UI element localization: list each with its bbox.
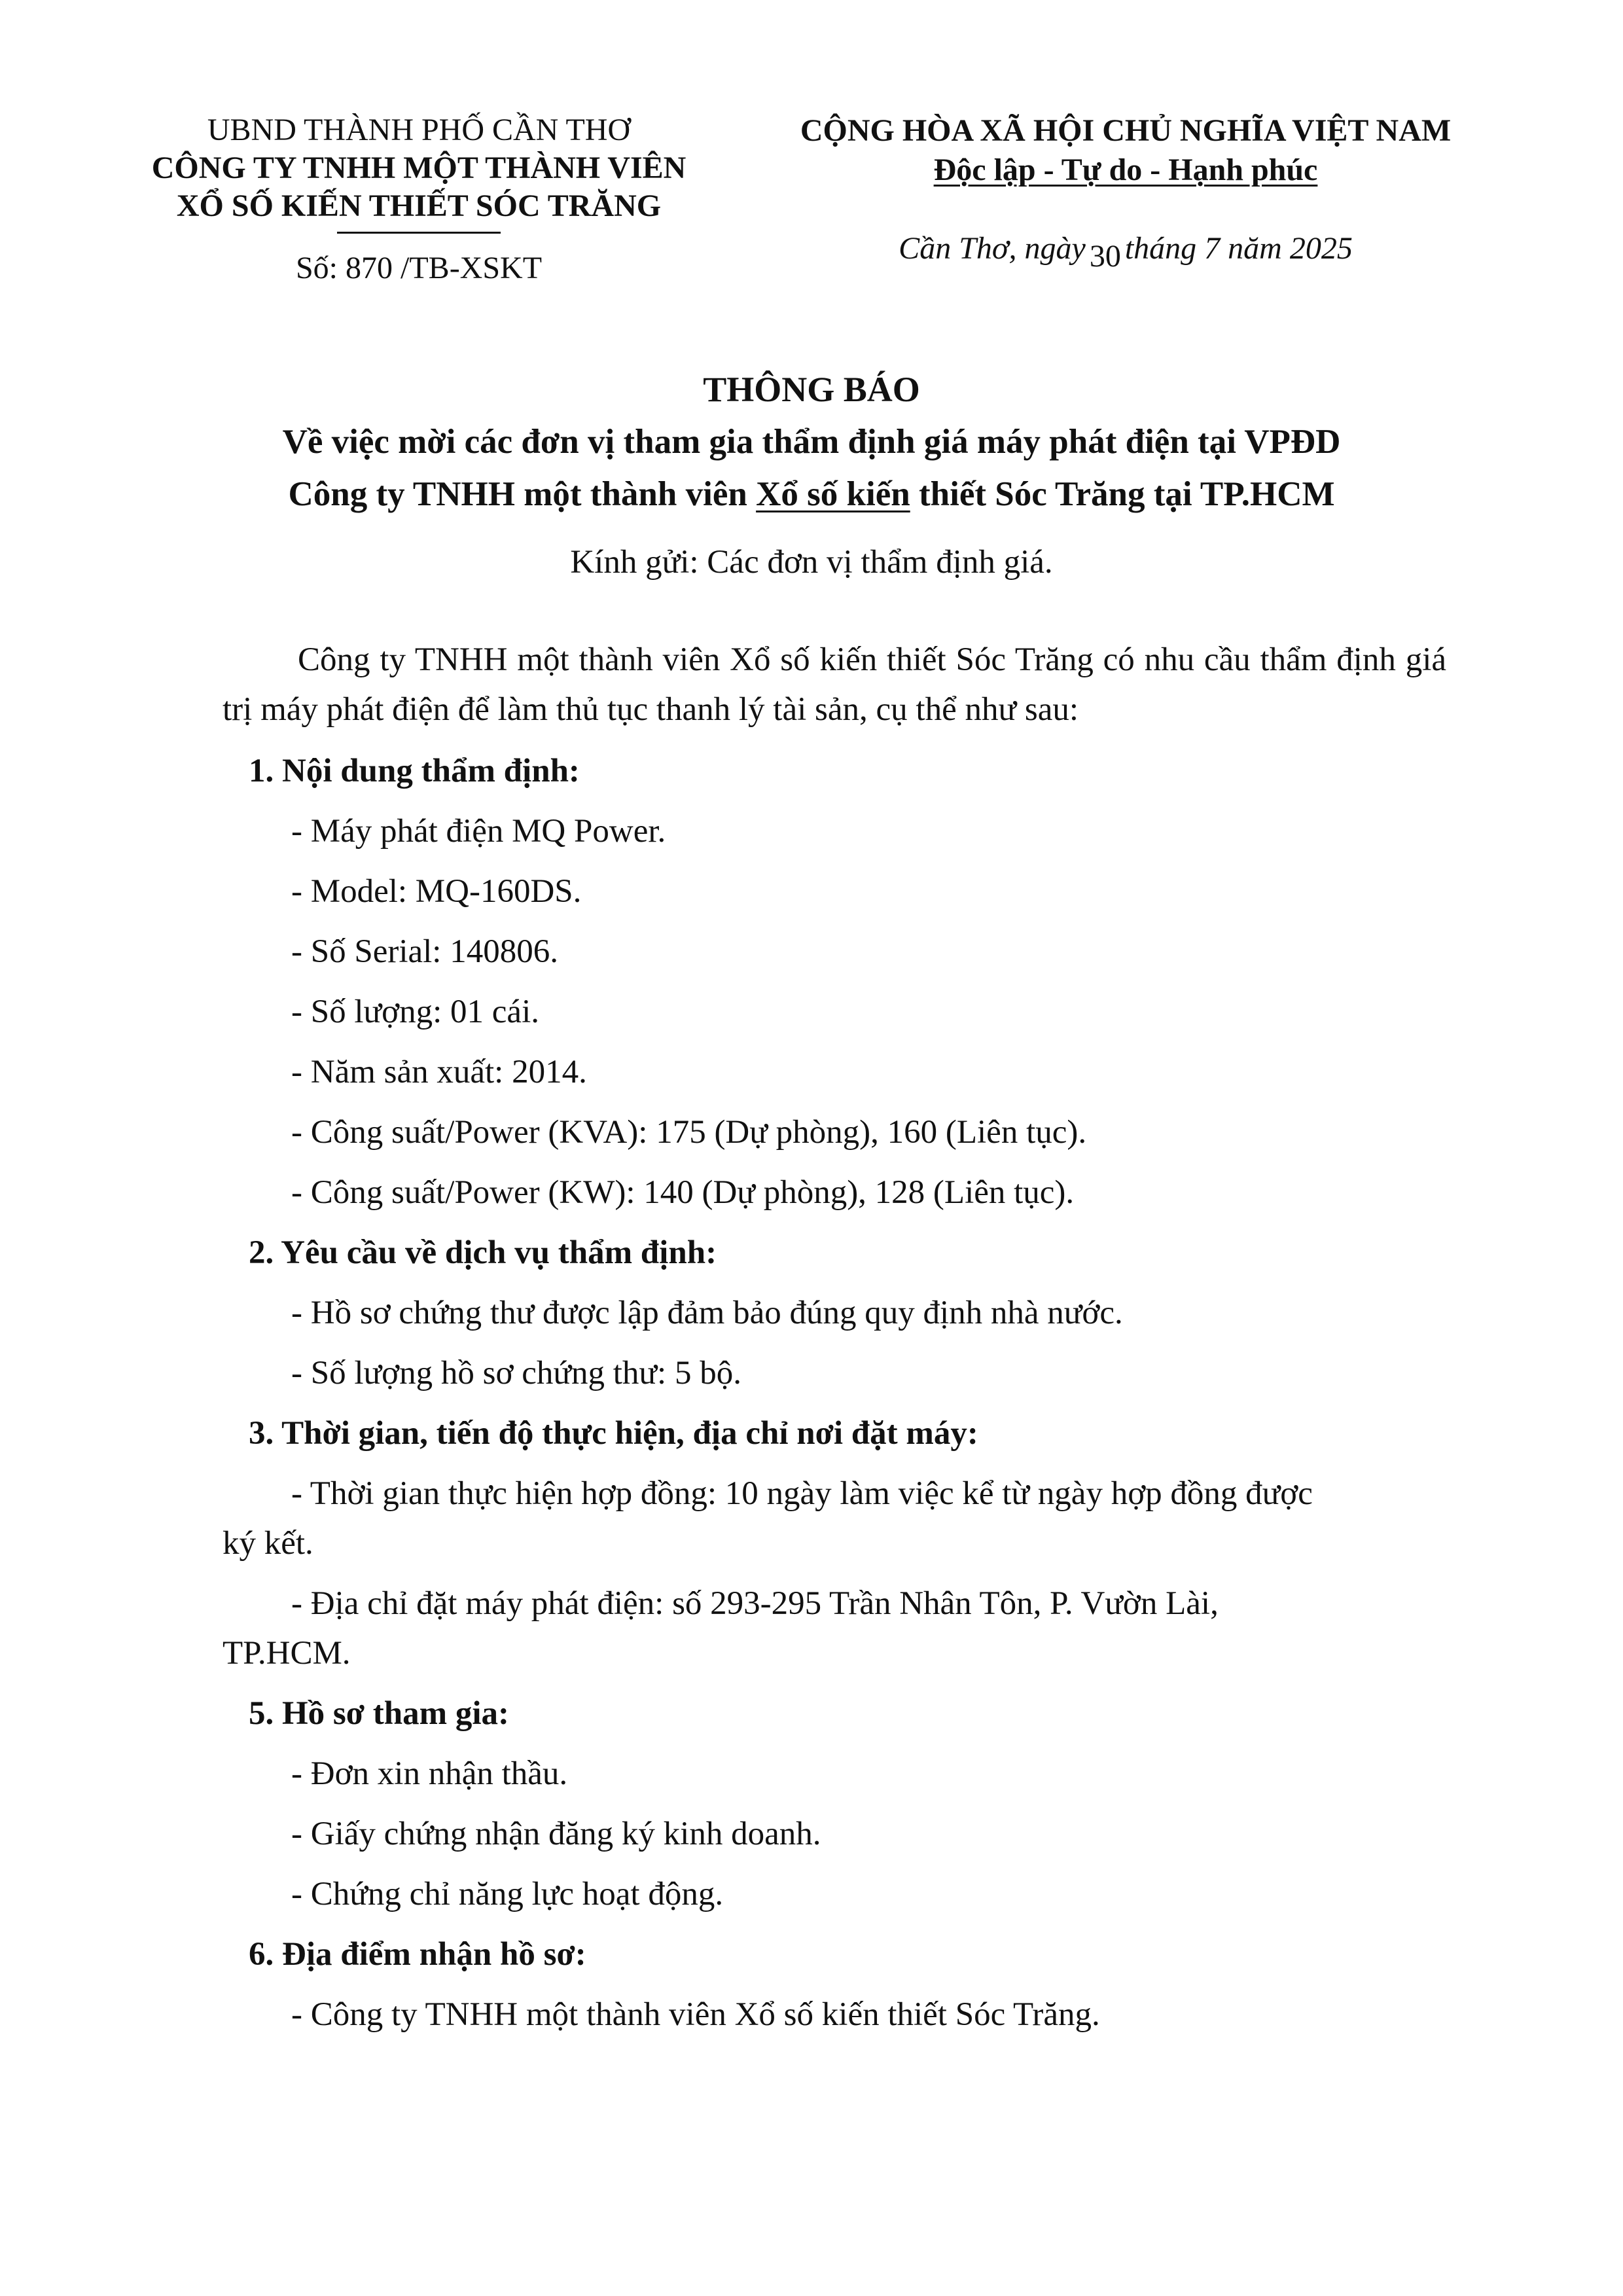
contract-duration-item <box>223 1463 1446 1573</box>
list-item: - Hồ sơ chứng thư được lập đảm bảo đúng quy định nhà nước. <box>291 1295 1123 1331</box>
list-item: - Máy phát điện MQ Power. <box>291 813 666 850</box>
date-day: 30 <box>1089 239 1121 274</box>
notice-heading: THÔNG BÁO <box>703 370 920 409</box>
contract-duration-line-2: ký kết. <box>223 1525 313 1562</box>
national-title: CỘNG HÒA XÃ HỘI CHỦ NGHĨA VIỆT NAM <box>800 113 1452 148</box>
issuer-block <box>131 111 707 287</box>
list-item: - Công suất/Power (KVA): 175 (Dự phòng), 160 (Liên tục). <box>291 1114 1087 1151</box>
list-item: - Model: MQ-160DS. <box>291 873 582 910</box>
issuer-line-1: UBND THÀNH PHỐ CẦN THƠ <box>207 113 631 147</box>
section-3-title: 3. Thời gian, tiến độ thực hiện, địa chỉ nơi đặt máy: <box>249 1415 978 1452</box>
document-number: Số: 870 /TB-XSKT <box>295 251 543 285</box>
issuer-line-3: XỔ SỐ KIẾN THIẾT SÓC TRĂNG <box>176 188 662 223</box>
generator-address-line-2: TP.HCM. <box>223 1635 351 1672</box>
subject-part-underlined: Xổ số kiến <box>756 475 910 513</box>
recipient-line: Kính gửi: Các đơn vị thẩm định giá. <box>570 544 1053 581</box>
contract-duration-line-1: - Thời gian thực hiện hợp đồng: 10 ngày làm việc kể từ ngày hợp đồng được <box>291 1475 1313 1512</box>
generator-address-line-1: - Địa chỉ đặt máy phát điện: số 293-295 Trần Nhân Tôn, P. Vườn Lài, <box>291 1585 1219 1622</box>
list-item: - Số lượng hồ sơ chứng thư: 5 bộ. <box>291 1355 741 1391</box>
intro-paragraph: Công ty TNHH một thành viên Xổ số kiến thiết Sóc Trăng có nhu cầu thẩm định giá trị máy phát điện để làm thủ tục thanh lý tài sản, cụ thể như sau: <box>223 641 1446 728</box>
section-2-title: 2. Yêu cầu về dịch vụ thẩm định: <box>249 1234 717 1271</box>
notice-body <box>223 635 1446 2045</box>
date-suffix: tháng 7 năm 2025 <box>1124 231 1353 266</box>
list-item: - Số lượng: 01 cái. <box>291 994 539 1030</box>
spacer <box>223 734 1446 741</box>
national-heading-block <box>759 111 1492 274</box>
section-1-title: 1. Nội dung thẩm định: <box>249 753 580 789</box>
national-motto-wrap <box>759 151 1492 190</box>
national-motto: Độc lập - Tự do - Hạnh phúc <box>933 152 1318 187</box>
date-prefix: Cần Thơ, ngày <box>899 231 1086 266</box>
list-item: - Giấy chứng nhận đăng ký kinh doanh. <box>291 1816 821 1852</box>
section-5-title: 5. Hồ sơ tham gia: <box>249 1695 509 1732</box>
list-item: - Năm sản xuất: 2014. <box>291 1054 587 1090</box>
section-6-title: 6. Địa điểm nhận hồ sơ: <box>249 1936 586 1973</box>
issuer-line-2: CÔNG TY TNHH MỘT THÀNH VIÊN <box>151 151 687 185</box>
notice-title-block <box>157 363 1466 520</box>
place-date <box>759 229 1492 274</box>
list-item: - Số Serial: 140806. <box>291 933 558 970</box>
list-item: - Đơn xin nhận thầu. <box>291 1755 568 1792</box>
issuer-divider <box>337 232 501 234</box>
list-item: - Công ty TNHH một thành viên Xổ số kiến thiết Sóc Trăng. <box>291 1996 1100 2033</box>
notice-subject-line-2 <box>157 468 1466 520</box>
list-item: - Công suất/Power (KW): 140 (Dự phòng), 128 (Liên tục). <box>291 1174 1075 1211</box>
subject-part-a: Công ty TNHH một thành viên <box>288 475 757 513</box>
notice-subject-line-1: Về việc mời các đơn vị tham gia thẩm định giá máy phát điện tại VPĐD <box>282 423 1341 461</box>
list-item: - Chứng chỉ năng lực hoạt động. <box>291 1876 724 1912</box>
subject-part-c: thiết Sóc Trăng tại TP.HCM <box>910 475 1335 513</box>
generator-address-item <box>223 1573 1446 1683</box>
